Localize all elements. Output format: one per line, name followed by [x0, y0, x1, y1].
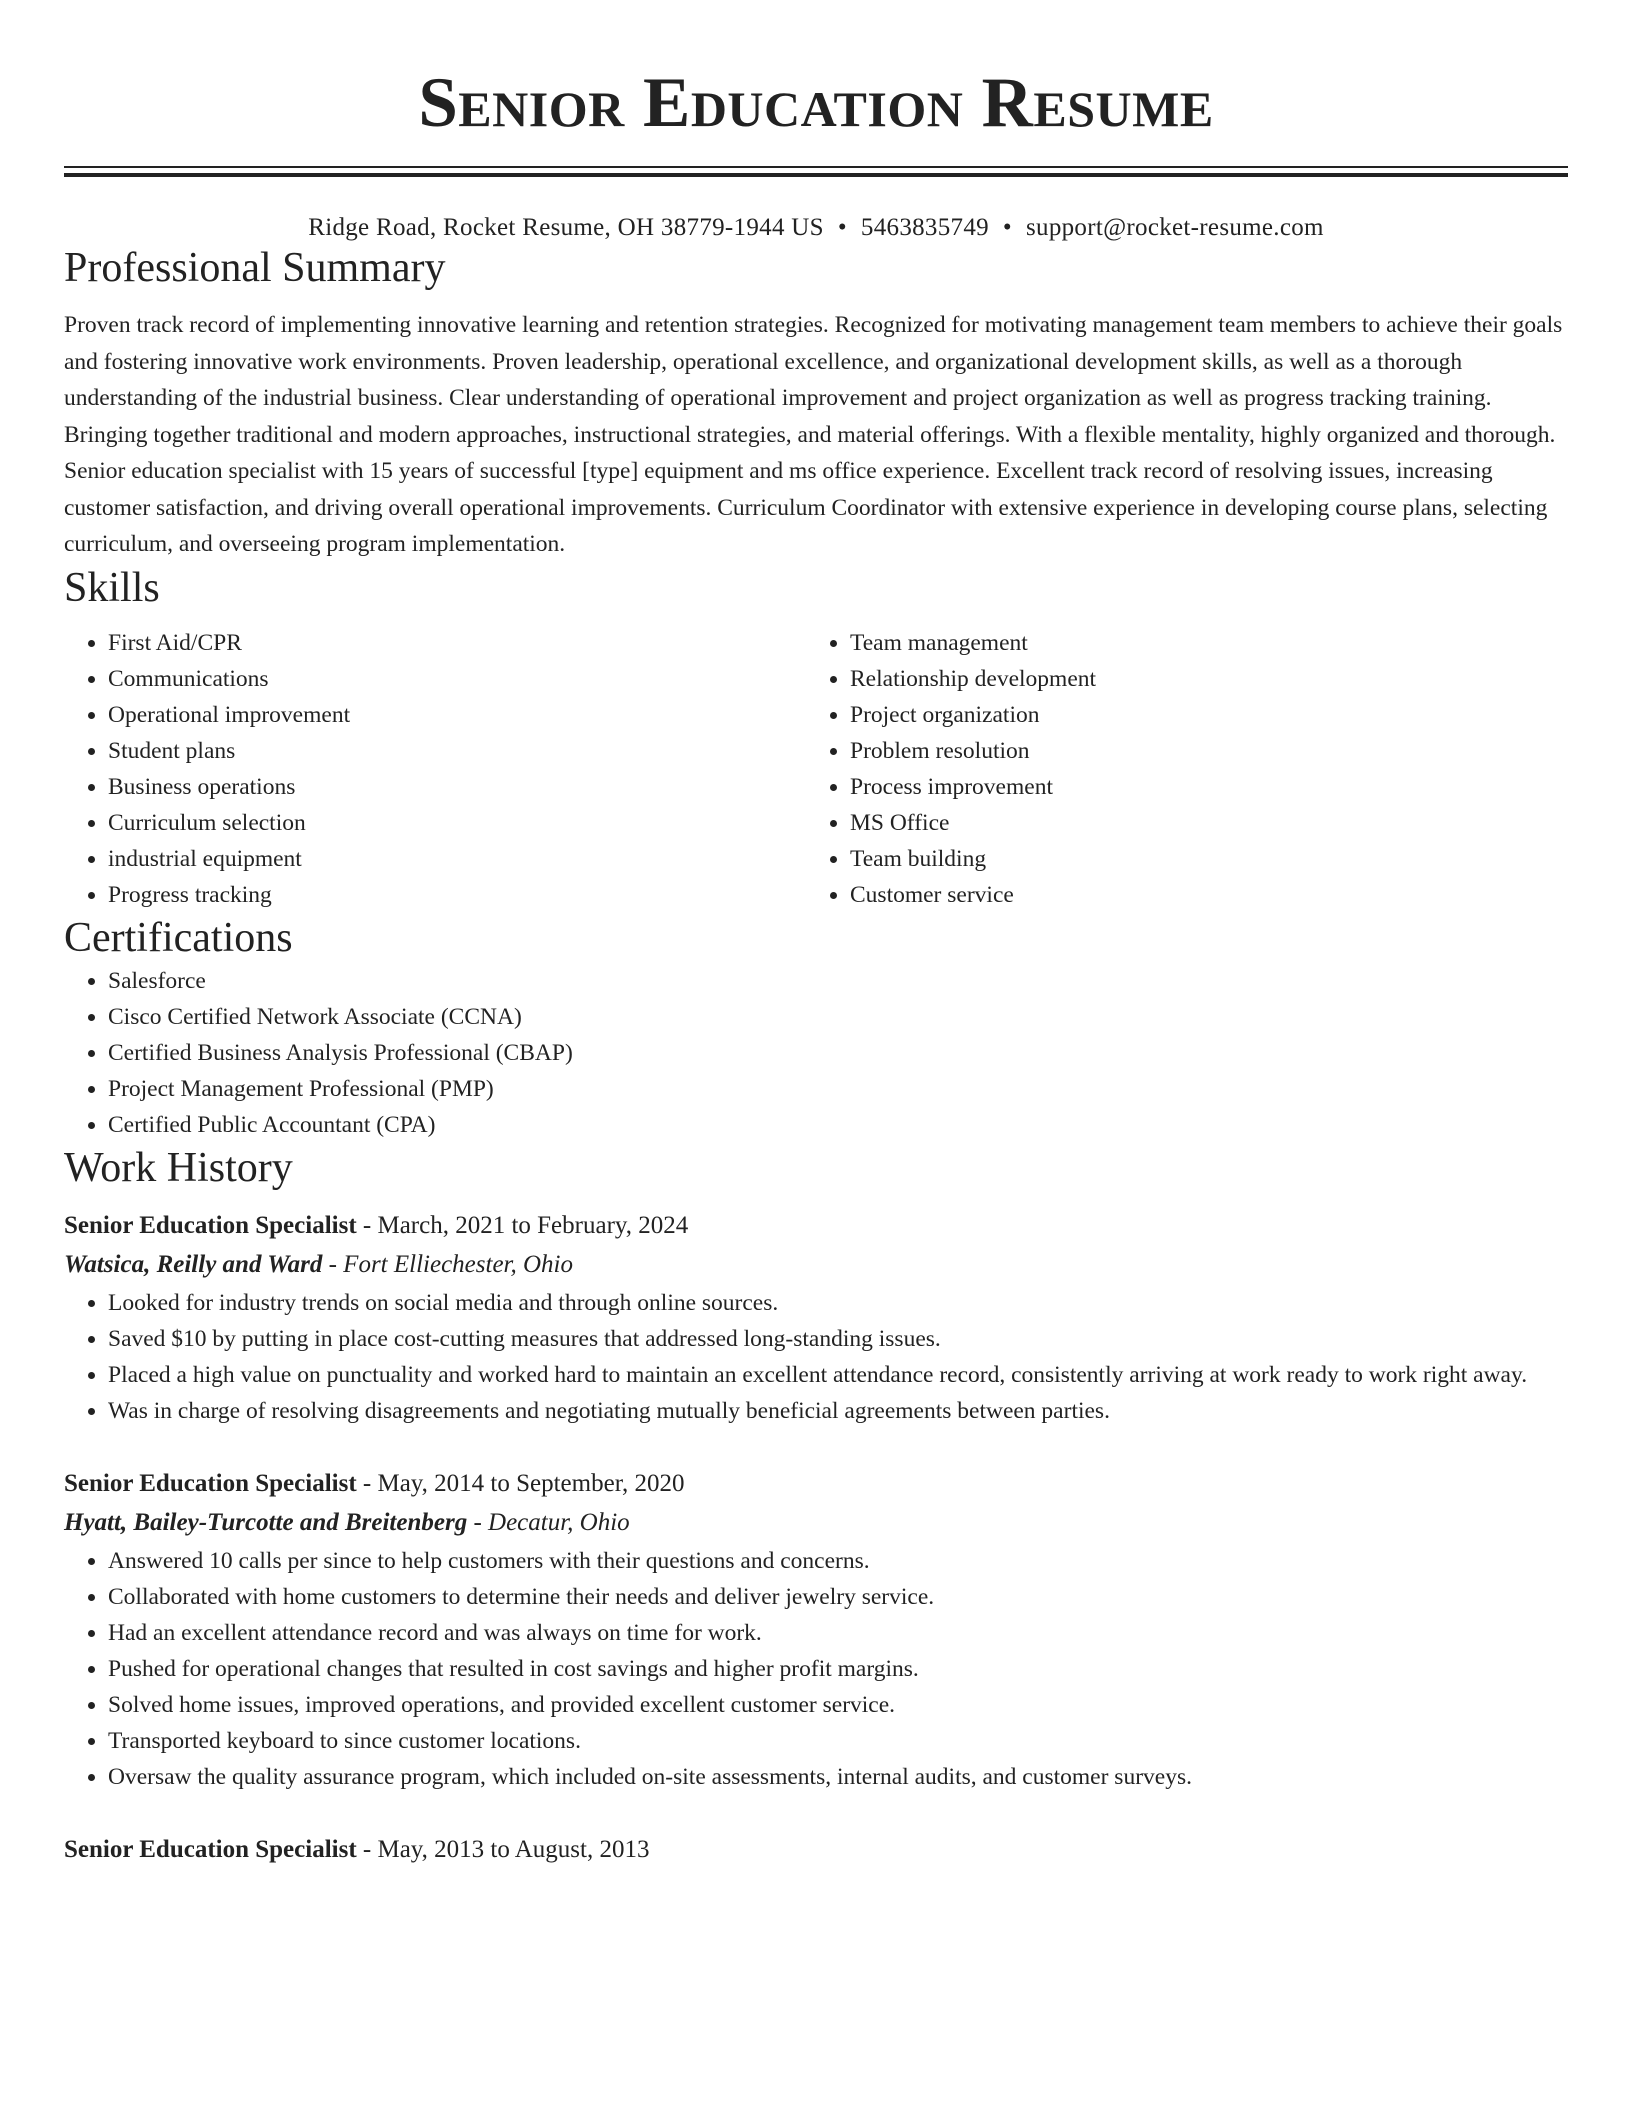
skills-list-left — [64, 625, 806, 913]
job-bullet: • Pushed for operational changes that resulted in cost savings and higher profit margins. — [108, 1651, 1568, 1687]
job-company-line — [64, 1245, 1568, 1285]
skill-item: • Curriculum selection — [108, 805, 806, 841]
contact-separator: • — [1002, 214, 1012, 241]
skill-item: • Progress tracking — [108, 877, 806, 913]
skill-item: • Project organization — [850, 697, 1548, 733]
job-bullet: • Saved $10 by putting in place cost-cutting measures that addressed long-standing issues. — [108, 1321, 1568, 1357]
skills-heading: Skills — [64, 564, 160, 611]
skill-item: • Problem resolution — [850, 733, 1548, 769]
skills-column-left — [64, 625, 806, 913]
skill-item: • Business operations — [108, 769, 806, 805]
job-bullet: • Solved home issues, improved operations, and provided excellent customer service. — [108, 1687, 1568, 1723]
certifications-list — [64, 963, 1568, 1143]
skill-item: • Process improvement — [850, 769, 1548, 805]
job-dates: - May, 2014 to September, 2020 — [356, 1469, 685, 1497]
job-dates: - March, 2021 to February, 2024 — [356, 1211, 689, 1239]
job-company: Watsica, Reilly and Ward — [64, 1250, 323, 1278]
job-role: Senior Education Specialist — [64, 1835, 357, 1863]
job-role: Senior Education Specialist — [64, 1469, 357, 1497]
contact-email: support@rocket-resume.com — [1025, 214, 1324, 241]
job-bullet: • Looked for industry trends on social media and through online sources. — [108, 1285, 1568, 1321]
skill-item: • First Aid/CPR — [108, 625, 806, 661]
job-location: - Fort Elliechester, Ohio — [322, 1250, 574, 1278]
job-bullet: • Placed a high value on punctuality and worked hard to maintain an excellent attendance record, consistently arriving at work ready to work right away. — [108, 1357, 1568, 1393]
skill-item: • Team building — [850, 841, 1548, 877]
job-bullet: • Was in charge of resolving disagreements and negotiating mutually beneficial agreements between parties. — [108, 1393, 1568, 1429]
job-role: Senior Education Specialist — [64, 1211, 357, 1239]
skill-item: • MS Office — [850, 805, 1548, 841]
job-bullet: • Transported keyboard to since customer locations. — [108, 1723, 1568, 1759]
certification-item: • Salesforce — [108, 963, 1568, 999]
job-entry — [64, 1831, 1568, 1869]
skill-item: • Communications — [108, 661, 806, 697]
job-title-line — [64, 1465, 1568, 1503]
certification-item: • Project Management Professional (PMP) — [108, 1071, 1568, 1107]
skill-item: • Customer service — [850, 877, 1548, 913]
job-entry — [64, 1207, 1568, 1429]
contact-separator: • — [837, 214, 847, 241]
certifications-heading: Certifications — [64, 914, 293, 961]
job-bullet: • Collaborated with home customers to determine their needs and deliver jewelry service. — [108, 1579, 1568, 1615]
skill-item: • Relationship development — [850, 661, 1548, 697]
certification-item: • Certified Business Analysis Professional (CBAP) — [108, 1035, 1568, 1071]
skill-item: • Operational improvement — [108, 697, 806, 733]
job-title-line — [64, 1831, 1568, 1869]
resume-title: Senior Education Resume — [418, 64, 1214, 142]
job-bullet: • Answered 10 calls per since to help customers with their questions and concerns. — [108, 1543, 1568, 1579]
job-dates: - May, 2013 to August, 2013 — [356, 1835, 650, 1863]
contact-line — [64, 213, 1568, 243]
job-company: Hyatt, Bailey-Turcotte and Breitenberg — [64, 1508, 468, 1536]
title-divider-thin — [64, 166, 1568, 168]
skill-item: • industrial equipment — [108, 841, 806, 877]
job-bullet: • Oversaw the quality assurance program, which included on-site assessments, internal audits, and customer surveys. — [108, 1759, 1568, 1795]
job-entry — [64, 1465, 1568, 1795]
job-bullet: • Had an excellent attendance record and was always on time for work. — [108, 1615, 1568, 1651]
job-bullet-list — [64, 1543, 1568, 1795]
job-location: - Decatur, Ohio — [467, 1508, 630, 1536]
certification-item: • Certified Public Accountant (CPA) — [108, 1107, 1568, 1143]
certification-item: • Cisco Certified Network Associate (CCNA) — [108, 999, 1568, 1035]
job-company-line — [64, 1503, 1568, 1543]
contact-address: Ridge Road, Rocket Resume, OH 38779-1944 US — [308, 214, 824, 241]
skills-column-right — [806, 625, 1548, 913]
title-divider-thick — [64, 173, 1568, 177]
skills-grid — [64, 625, 1568, 913]
skill-item: • Student plans — [108, 733, 806, 769]
skill-item: • Team management — [850, 625, 1548, 661]
job-title-line — [64, 1207, 1568, 1245]
work-history-heading: Work History — [64, 1144, 293, 1191]
job-bullet-list — [64, 1285, 1568, 1429]
summary-text: Proven track record of implementing innovative learning and retention strategies. Recognized for motivating management team members to achieve their goals and fostering innovative work environments. Proven leadership, operational excellence, and organizational development skills, as well as a thorough understanding of the industrial business. Clear understanding of operational improvement and project organization as well as progress tracking training. Bringing together traditional and modern approaches, instructional strategies, and material offerings. With a flexible mentality, highly organized and thorough. Senior education specialist with 15 years of successful [type] equipment and ms office experience. Excellent track record of resolving issues, increasing customer satisfaction, and driving overall operational improvements. Curriculum Coordinator with extensive experience in developing course plans, selecting curriculum, and overseeing program implementation. — [64, 312, 1563, 557]
contact-phone: 5463835749 — [860, 214, 989, 241]
summary-heading: Professional Summary — [64, 245, 446, 291]
skills-list-right — [806, 625, 1548, 913]
